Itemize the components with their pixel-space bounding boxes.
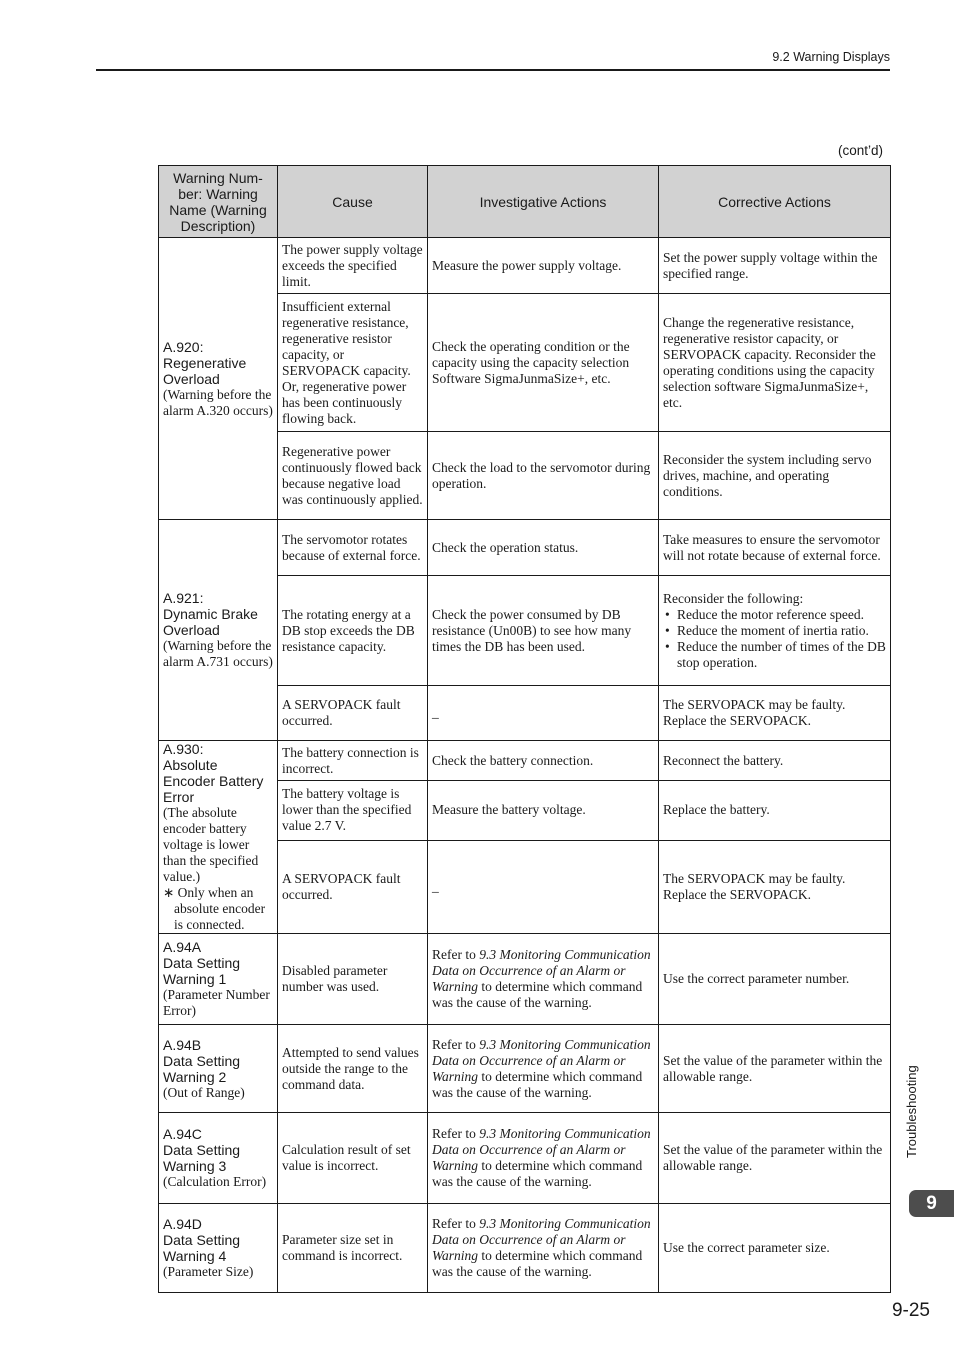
cause-cell: A SERVOPACK fault occurred. (278, 840, 428, 933)
ref-before: Refer to (432, 1126, 476, 1141)
investigate-cell (428, 934, 659, 1025)
table-row (159, 1113, 891, 1204)
investigate-cell: Measure the battery voltage. (428, 781, 659, 841)
correct-cell: Change the regenerative resistance, regenerative resistor capacity, or SERVOPACK capacity. Reconsider the operating conditions using the capacity selection software SigmaJunmaSize+, etc. (659, 294, 891, 432)
warning-cell-a94a (159, 934, 278, 1025)
cause-cell: Disabled parameter number was used. (278, 934, 428, 1025)
ref-after: to determine which command was the cause of the warning. (432, 979, 643, 1010)
table-row (159, 520, 891, 576)
cause-text: Insufficient external regenerative resistance, regenerative resistor capacity, or SERVOPACK capacity. (282, 298, 411, 378)
running-header: 9.2 Warning Displays (772, 50, 890, 64)
ref-before: Refer to (432, 947, 476, 962)
cause-cell: The battery connection is incorrect. (278, 741, 428, 781)
correct-cell: Use the correct parameter number. (659, 934, 891, 1025)
warning-name: Data Setting Warning 2 (163, 1052, 241, 1085)
warning-cell-a94d (159, 1204, 278, 1293)
cause-cell: The rotating energy at a DB stop exceeds the DB resistance capacity. (278, 576, 428, 686)
warning-code: A.94C (163, 1126, 202, 1142)
investigate-cell: Check the load to the servomotor during operation. (428, 432, 659, 520)
table-row (159, 238, 891, 294)
investigate-cell: Check the operation status. (428, 520, 659, 576)
correct-cell: Set the power supply voltage within the specified range. (659, 238, 891, 294)
ref-after: to determine which command was the cause of the warning. (432, 1248, 643, 1279)
investigate-cell: Check the power consumed by DB resistance (Un00B) to see how many times the DB has been used. (428, 576, 659, 686)
warning-description: (Warning before the alarm A.731 occurs) (163, 638, 273, 669)
warning-code: A.94A (163, 939, 202, 955)
ref-before: Refer to (432, 1216, 476, 1231)
chapter-number-badge: 9 (909, 1190, 954, 1217)
warning-description: (Parameter Size) (163, 1264, 254, 1279)
reference-link[interactable]: 9.3 Monitoring Communication Data on Occurrence of an Alarm or Warning (432, 1126, 651, 1173)
cause-cell: Parameter size set in command is incorrect. (278, 1204, 428, 1293)
cause-cell: Calculation result of set value is incorrect. (278, 1113, 428, 1204)
warning-description: (Warning before the alarm A.320 occurs) (163, 386, 273, 418)
continued-label: (cont’d) (837, 143, 883, 158)
warning-name: Data Setting Warning 1 (163, 955, 241, 987)
correct-bullet-list (663, 607, 886, 671)
correct-cell: Take measures to ensure the servomotor will not rotate because of external force. (659, 520, 891, 576)
reference-link[interactable]: 9.3 Monitoring Communication Data on Occurrence of an Alarm or Warning (432, 1036, 651, 1084)
warning-cell-a94c (159, 1113, 278, 1204)
warning-cell-a921 (159, 520, 278, 741)
table-row (159, 1204, 891, 1293)
table-header-row (159, 166, 891, 238)
table-row (159, 1025, 891, 1113)
warning-name: Data Setting Warning 4 (163, 1232, 241, 1264)
investigate-cell: Check the battery connection. (428, 741, 659, 781)
reference-link[interactable]: 9.3 Monitoring Communication Data on Occurrence of an Alarm or Warning (432, 1216, 651, 1263)
warning-name: Regenerative Overload (163, 354, 247, 387)
cause-cell: The battery voltage is lower than the specified value 2.7 V. (278, 781, 428, 841)
chapter-side-tab: Troubleshooting (904, 1065, 919, 1159)
cause-cell: A SERVOPACK fault occurred. (278, 686, 428, 741)
warning-note: ∗ Only when an absolute encoder is connected. (163, 885, 266, 932)
ref-after: to determine which command was the cause of the warning. (432, 1158, 643, 1189)
page-number: 9-25 (891, 1300, 930, 1321)
investigate-cell (428, 1025, 659, 1113)
warning-description: (The absolute encoder battery voltage is lower than the specified value.) (163, 805, 259, 884)
warning-name: Dynamic Brake Overload (163, 606, 258, 638)
cause-cell: The power supply voltage exceeds the specified limit. (278, 238, 428, 294)
warning-cell-a920 (159, 238, 278, 520)
investigate-cell: Measure the power supply voltage. (428, 238, 659, 294)
investigate-cell: _ (428, 686, 659, 741)
correct-cell: Reconnect the battery. (659, 741, 891, 781)
warning-cell-a94b (159, 1025, 278, 1113)
warning-code: A.94B (163, 1036, 202, 1053)
cause-cell: Regenerative power continuously flowed back because negative load was continuously applied. (278, 432, 428, 520)
table-row (159, 934, 891, 1025)
warning-code: A.920: (163, 338, 204, 355)
warning-code: A.930: (163, 741, 204, 757)
warning-table (158, 165, 891, 1293)
cause-text-alt: Or, regenerative power has been continuously flowing back. (282, 378, 407, 426)
col-header-warning: Warning Num-ber: Warning Name (Warning Description) (159, 166, 278, 238)
correct-cell: The SERVOPACK may be faulty. Replace the SERVOPACK. (659, 686, 891, 741)
warning-name: Data Setting Warning 3 (163, 1142, 241, 1174)
correct-cell: Use the correct parameter size. (659, 1204, 891, 1293)
investigate-cell: _ (428, 840, 659, 933)
investigate-cell (428, 1204, 659, 1293)
correct-cell: Set the value of the parameter within the allowable range. (659, 1113, 891, 1204)
correct-cell: The SERVOPACK may be faulty. Replace the SERVOPACK. (659, 840, 891, 933)
table-row (159, 741, 891, 781)
investigate-cell (428, 1113, 659, 1204)
cause-cell: Attempted to send values outside the range to the command data. (278, 1025, 428, 1113)
warning-name: Absolute Encoder Battery Error (163, 757, 264, 805)
list-item: • Reduce the number of times of the DB stop operation. (677, 639, 886, 671)
warning-cell-a930 (159, 741, 278, 934)
reference-link[interactable]: 9.3 Monitoring Communication Data on Occurrence of an Alarm or Warning (432, 947, 651, 994)
warning-description: (Parameter Number Error) (163, 987, 270, 1018)
correct-intro: Reconsider the following: (663, 590, 804, 606)
correct-cell: Reconsider the system including servo drives, machine, and operating conditions. (659, 432, 891, 520)
col-header-investigative: Investigative Actions (428, 166, 659, 238)
cause-cell (278, 294, 428, 432)
investigate-cell: Check the operating condition or the capacity using the capacity selection Software SigmaJunmaSize+, etc. (428, 294, 659, 432)
col-header-cause: Cause (278, 166, 428, 238)
header-rule (96, 69, 890, 71)
correct-cell: Set the value of the parameter within the allowable range. (659, 1025, 891, 1113)
warning-description: (Out of Range) (163, 1084, 245, 1100)
warning-code: A.94D (163, 1216, 202, 1232)
ref-before: Refer to (432, 1036, 476, 1052)
list-item: • Reduce the moment of inertia ratio. (677, 623, 886, 639)
ref-after: to determine which command was the cause of the warning. (432, 1068, 643, 1100)
list-item: • Reduce the motor reference speed. (677, 607, 886, 623)
warning-code: A.921: (163, 590, 204, 606)
correct-cell: Replace the battery. (659, 781, 891, 841)
correct-cell (659, 576, 891, 686)
warning-description: (Calculation Error) (163, 1174, 267, 1189)
cause-cell: The servomotor rotates because of external force. (278, 520, 428, 576)
col-header-corrective: Corrective Actions (659, 166, 891, 238)
